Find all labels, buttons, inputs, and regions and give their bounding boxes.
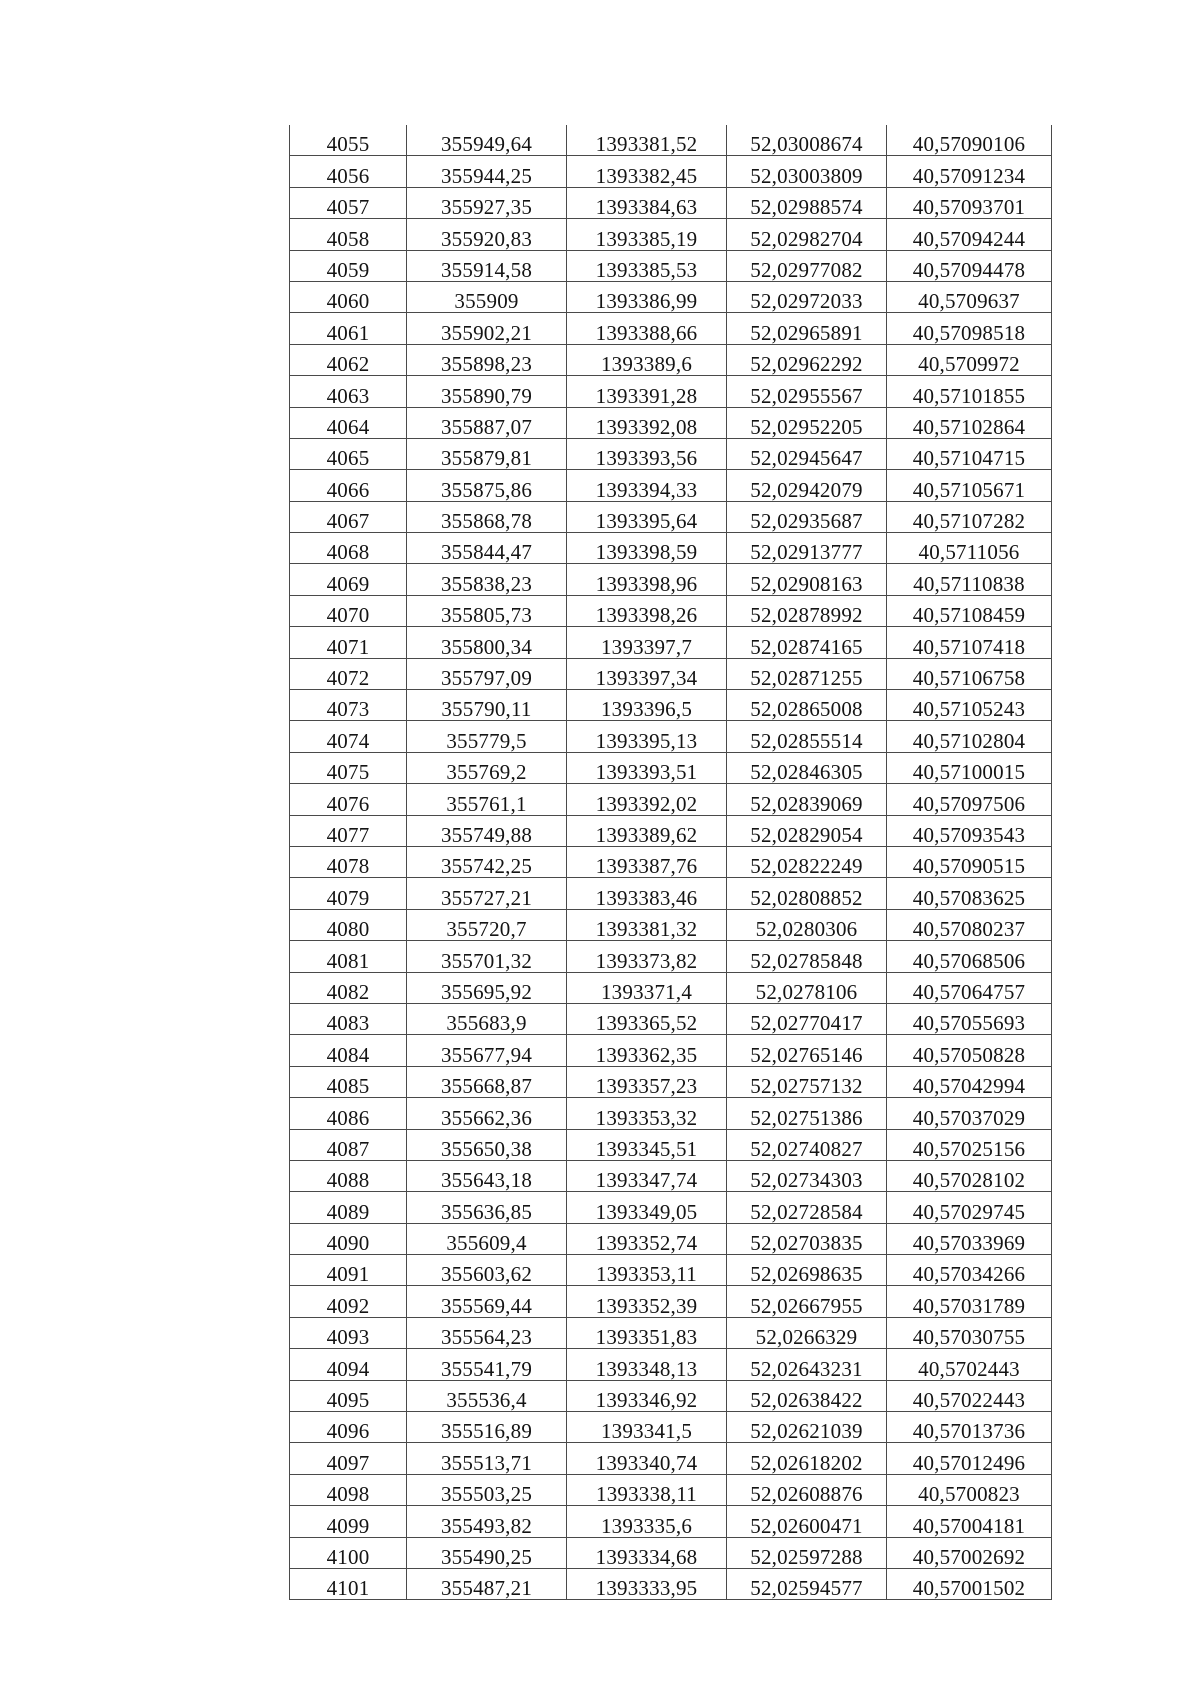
longitude-cell: 40,57108459 (887, 595, 1052, 626)
y-coordinate-cell: 1393384,63 (567, 187, 727, 218)
table-row (290, 815, 1052, 846)
latitude-cell: 52,02945647 (727, 438, 887, 469)
point-number-cell: 4080 (290, 909, 407, 940)
table-row (290, 501, 1052, 532)
point-number-cell: 4066 (290, 470, 407, 501)
table-row (290, 1035, 1052, 1066)
point-number-cell: 4088 (290, 1160, 407, 1191)
latitude-cell: 52,02770417 (727, 1003, 887, 1034)
point-number-cell: 4097 (290, 1443, 407, 1474)
y-coordinate-cell: 1393392,08 (567, 407, 727, 438)
y-coordinate-cell: 1393334,68 (567, 1537, 727, 1568)
longitude-cell: 40,5709972 (887, 344, 1052, 375)
latitude-cell: 52,02871255 (727, 658, 887, 689)
point-number-cell: 4092 (290, 1286, 407, 1317)
x-coordinate-cell: 355636,85 (407, 1192, 567, 1223)
latitude-cell: 52,02734303 (727, 1160, 887, 1191)
x-coordinate-cell: 355944,25 (407, 156, 567, 187)
longitude-cell: 40,57029745 (887, 1192, 1052, 1223)
table-row (290, 1412, 1052, 1443)
x-coordinate-cell: 355949,64 (407, 125, 567, 156)
x-coordinate-cell: 355879,81 (407, 438, 567, 469)
y-coordinate-cell: 1393353,32 (567, 1098, 727, 1129)
longitude-cell: 40,57097506 (887, 784, 1052, 815)
table-row (290, 1568, 1052, 1599)
longitude-cell: 40,57104715 (887, 438, 1052, 469)
longitude-cell: 40,57093701 (887, 187, 1052, 218)
longitude-cell: 40,5702443 (887, 1349, 1052, 1380)
longitude-cell: 40,57030755 (887, 1317, 1052, 1348)
latitude-cell: 52,02952205 (727, 407, 887, 438)
table-row (290, 658, 1052, 689)
point-number-cell: 4096 (290, 1412, 407, 1443)
table-row (290, 909, 1052, 940)
table-row (290, 1223, 1052, 1254)
latitude-cell: 52,02621039 (727, 1412, 887, 1443)
y-coordinate-cell: 1393347,74 (567, 1160, 727, 1191)
longitude-cell: 40,57012496 (887, 1443, 1052, 1474)
y-coordinate-cell: 1393398,96 (567, 564, 727, 595)
x-coordinate-cell: 355603,62 (407, 1255, 567, 1286)
longitude-cell: 40,57107282 (887, 501, 1052, 532)
longitude-cell: 40,57110838 (887, 564, 1052, 595)
x-coordinate-cell: 355779,5 (407, 721, 567, 752)
x-coordinate-cell: 355516,89 (407, 1412, 567, 1443)
latitude-cell: 52,02740827 (727, 1129, 887, 1160)
point-number-cell: 4060 (290, 281, 407, 312)
x-coordinate-cell: 355838,23 (407, 564, 567, 595)
longitude-cell: 40,57094244 (887, 219, 1052, 250)
x-coordinate-cell: 355909 (407, 281, 567, 312)
x-coordinate-cell: 355720,7 (407, 909, 567, 940)
y-coordinate-cell: 1393382,45 (567, 156, 727, 187)
y-coordinate-cell: 1393389,62 (567, 815, 727, 846)
longitude-cell: 40,57064757 (887, 972, 1052, 1003)
longitude-cell: 40,57068506 (887, 941, 1052, 972)
table-row (290, 846, 1052, 877)
latitude-cell: 52,02698635 (727, 1255, 887, 1286)
point-number-cell: 4069 (290, 564, 407, 595)
table-row (290, 627, 1052, 658)
point-number-cell: 4101 (290, 1568, 407, 1599)
x-coordinate-cell: 355490,25 (407, 1537, 567, 1568)
x-coordinate-cell: 355564,23 (407, 1317, 567, 1348)
latitude-cell: 52,02643231 (727, 1349, 887, 1380)
y-coordinate-cell: 1393397,34 (567, 658, 727, 689)
longitude-cell: 40,57013736 (887, 1412, 1052, 1443)
latitude-cell: 52,02908163 (727, 564, 887, 595)
table-row (290, 219, 1052, 250)
point-number-cell: 4062 (290, 344, 407, 375)
point-number-cell: 4087 (290, 1129, 407, 1160)
y-coordinate-cell: 1393346,92 (567, 1380, 727, 1411)
x-coordinate-cell: 355875,86 (407, 470, 567, 501)
table-row (290, 1129, 1052, 1160)
y-coordinate-cell: 1393352,39 (567, 1286, 727, 1317)
y-coordinate-cell: 1393333,95 (567, 1568, 727, 1599)
longitude-cell: 40,57002692 (887, 1537, 1052, 1568)
point-number-cell: 4072 (290, 658, 407, 689)
longitude-cell: 40,5709637 (887, 281, 1052, 312)
longitude-cell: 40,5711056 (887, 533, 1052, 564)
table-row (290, 1066, 1052, 1097)
x-coordinate-cell: 355742,25 (407, 846, 567, 877)
point-number-cell: 4090 (290, 1223, 407, 1254)
longitude-cell: 40,57102804 (887, 721, 1052, 752)
y-coordinate-cell: 1393351,83 (567, 1317, 727, 1348)
latitude-cell: 52,02972033 (727, 281, 887, 312)
point-number-cell: 4068 (290, 533, 407, 564)
point-number-cell: 4091 (290, 1255, 407, 1286)
table-row (290, 1317, 1052, 1348)
latitude-cell: 52,02988574 (727, 187, 887, 218)
point-number-cell: 4071 (290, 627, 407, 658)
point-number-cell: 4095 (290, 1380, 407, 1411)
y-coordinate-cell: 1393371,4 (567, 972, 727, 1003)
y-coordinate-cell: 1393381,52 (567, 125, 727, 156)
latitude-cell: 52,02874165 (727, 627, 887, 658)
longitude-cell: 40,57004181 (887, 1506, 1052, 1537)
table-row (290, 595, 1052, 626)
x-coordinate-cell: 355797,09 (407, 658, 567, 689)
x-coordinate-cell: 355650,38 (407, 1129, 567, 1160)
latitude-cell: 52,03003809 (727, 156, 887, 187)
point-number-cell: 4099 (290, 1506, 407, 1537)
x-coordinate-cell: 355668,87 (407, 1066, 567, 1097)
longitude-cell: 40,57090106 (887, 125, 1052, 156)
x-coordinate-cell: 355800,34 (407, 627, 567, 658)
longitude-cell: 40,57042994 (887, 1066, 1052, 1097)
longitude-cell: 40,57034266 (887, 1255, 1052, 1286)
x-coordinate-cell: 355844,47 (407, 533, 567, 564)
point-number-cell: 4093 (290, 1317, 407, 1348)
table-row (290, 1286, 1052, 1317)
latitude-cell: 52,02618202 (727, 1443, 887, 1474)
y-coordinate-cell: 1393348,13 (567, 1349, 727, 1380)
y-coordinate-cell: 1393383,46 (567, 878, 727, 909)
y-coordinate-cell: 1393381,32 (567, 909, 727, 940)
longitude-cell: 40,57107418 (887, 627, 1052, 658)
longitude-cell: 40,57050828 (887, 1035, 1052, 1066)
x-coordinate-cell: 355749,88 (407, 815, 567, 846)
x-coordinate-cell: 355914,58 (407, 250, 567, 281)
table-row (290, 533, 1052, 564)
longitude-cell: 40,57080237 (887, 909, 1052, 940)
table-row (290, 1160, 1052, 1191)
x-coordinate-cell: 355727,21 (407, 878, 567, 909)
x-coordinate-cell: 355487,21 (407, 1568, 567, 1599)
latitude-cell: 52,02751386 (727, 1098, 887, 1129)
point-number-cell: 4089 (290, 1192, 407, 1223)
point-number-cell: 4065 (290, 438, 407, 469)
latitude-cell: 52,02829054 (727, 815, 887, 846)
y-coordinate-cell: 1393338,11 (567, 1474, 727, 1505)
latitude-cell: 52,0280306 (727, 909, 887, 940)
y-coordinate-cell: 1393349,05 (567, 1192, 727, 1223)
latitude-cell: 52,0266329 (727, 1317, 887, 1348)
table-row (290, 1192, 1052, 1223)
x-coordinate-cell: 355927,35 (407, 187, 567, 218)
point-number-cell: 4078 (290, 846, 407, 877)
y-coordinate-cell: 1393393,51 (567, 752, 727, 783)
table-row (290, 721, 1052, 752)
point-number-cell: 4055 (290, 125, 407, 156)
coordinates-table (289, 125, 1052, 1600)
latitude-cell: 52,02977082 (727, 250, 887, 281)
table-row (290, 1003, 1052, 1034)
longitude-cell: 40,57022443 (887, 1380, 1052, 1411)
table-row (290, 187, 1052, 218)
longitude-cell: 40,57031789 (887, 1286, 1052, 1317)
point-number-cell: 4073 (290, 690, 407, 721)
latitude-cell: 52,02982704 (727, 219, 887, 250)
x-coordinate-cell: 355513,71 (407, 1443, 567, 1474)
y-coordinate-cell: 1393388,66 (567, 313, 727, 344)
x-coordinate-cell: 355701,32 (407, 941, 567, 972)
longitude-cell: 40,57105671 (887, 470, 1052, 501)
latitude-cell: 52,02839069 (727, 784, 887, 815)
table-row (290, 564, 1052, 595)
point-number-cell: 4079 (290, 878, 407, 909)
table-row (290, 784, 1052, 815)
y-coordinate-cell: 1393386,99 (567, 281, 727, 312)
table-row (290, 1098, 1052, 1129)
y-coordinate-cell: 1393391,28 (567, 376, 727, 407)
longitude-cell: 40,57093543 (887, 815, 1052, 846)
latitude-cell: 52,02757132 (727, 1066, 887, 1097)
table-row (290, 376, 1052, 407)
y-coordinate-cell: 1393393,56 (567, 438, 727, 469)
latitude-cell: 52,02935687 (727, 501, 887, 532)
point-number-cell: 4077 (290, 815, 407, 846)
table-row (290, 1506, 1052, 1537)
x-coordinate-cell: 355790,11 (407, 690, 567, 721)
y-coordinate-cell: 1393353,11 (567, 1255, 727, 1286)
longitude-cell: 40,57100015 (887, 752, 1052, 783)
y-coordinate-cell: 1393373,82 (567, 941, 727, 972)
y-coordinate-cell: 1393389,6 (567, 344, 727, 375)
x-coordinate-cell: 355503,25 (407, 1474, 567, 1505)
latitude-cell: 52,02667955 (727, 1286, 887, 1317)
table-row (290, 438, 1052, 469)
y-coordinate-cell: 1393398,26 (567, 595, 727, 626)
table-row (290, 281, 1052, 312)
latitude-cell: 52,02808852 (727, 878, 887, 909)
longitude-cell: 40,57001502 (887, 1568, 1052, 1599)
point-number-cell: 4085 (290, 1066, 407, 1097)
longitude-cell: 40,5700823 (887, 1474, 1052, 1505)
latitude-cell: 52,02965891 (727, 313, 887, 344)
y-coordinate-cell: 1393365,52 (567, 1003, 727, 1034)
y-coordinate-cell: 1393387,76 (567, 846, 727, 877)
table-row (290, 690, 1052, 721)
point-number-cell: 4094 (290, 1349, 407, 1380)
x-coordinate-cell: 355868,78 (407, 501, 567, 532)
x-coordinate-cell: 355677,94 (407, 1035, 567, 1066)
point-number-cell: 4083 (290, 1003, 407, 1034)
table-row (290, 1380, 1052, 1411)
latitude-cell: 52,02600471 (727, 1506, 887, 1537)
point-number-cell: 4056 (290, 156, 407, 187)
y-coordinate-cell: 1393395,13 (567, 721, 727, 752)
latitude-cell: 52,02765146 (727, 1035, 887, 1066)
longitude-cell: 40,57083625 (887, 878, 1052, 909)
latitude-cell: 52,02608876 (727, 1474, 887, 1505)
point-number-cell: 4059 (290, 250, 407, 281)
longitude-cell: 40,57105243 (887, 690, 1052, 721)
longitude-cell: 40,57101855 (887, 376, 1052, 407)
point-number-cell: 4100 (290, 1537, 407, 1568)
latitude-cell: 52,02865008 (727, 690, 887, 721)
table-row (290, 156, 1052, 187)
x-coordinate-cell: 355920,83 (407, 219, 567, 250)
latitude-cell: 52,02728584 (727, 1192, 887, 1223)
point-number-cell: 4098 (290, 1474, 407, 1505)
table-row (290, 344, 1052, 375)
x-coordinate-cell: 355769,2 (407, 752, 567, 783)
latitude-cell: 52,02855514 (727, 721, 887, 752)
y-coordinate-cell: 1393335,6 (567, 1506, 727, 1537)
table-row (290, 1537, 1052, 1568)
longitude-cell: 40,57102864 (887, 407, 1052, 438)
latitude-cell: 52,0278106 (727, 972, 887, 1003)
latitude-cell: 52,02597288 (727, 1537, 887, 1568)
point-number-cell: 4074 (290, 721, 407, 752)
x-coordinate-cell: 355643,18 (407, 1160, 567, 1191)
x-coordinate-cell: 355536,4 (407, 1380, 567, 1411)
latitude-cell: 52,02594577 (727, 1568, 887, 1599)
longitude-cell: 40,57090515 (887, 846, 1052, 877)
latitude-cell: 52,03008674 (727, 125, 887, 156)
longitude-cell: 40,57106758 (887, 658, 1052, 689)
point-number-cell: 4061 (290, 313, 407, 344)
latitude-cell: 52,02962292 (727, 344, 887, 375)
table-row (290, 470, 1052, 501)
point-number-cell: 4063 (290, 376, 407, 407)
y-coordinate-cell: 1393340,74 (567, 1443, 727, 1474)
y-coordinate-cell: 1393396,5 (567, 690, 727, 721)
x-coordinate-cell: 355761,1 (407, 784, 567, 815)
table-row (290, 407, 1052, 438)
point-number-cell: 4075 (290, 752, 407, 783)
y-coordinate-cell: 1393352,74 (567, 1223, 727, 1254)
longitude-cell: 40,57028102 (887, 1160, 1052, 1191)
point-number-cell: 4081 (290, 941, 407, 972)
latitude-cell: 52,02703835 (727, 1223, 887, 1254)
table-row (290, 941, 1052, 972)
y-coordinate-cell: 1393341,5 (567, 1412, 727, 1443)
table-row (290, 1349, 1052, 1380)
x-coordinate-cell: 355887,07 (407, 407, 567, 438)
longitude-cell: 40,57033969 (887, 1223, 1052, 1254)
table-row (290, 125, 1052, 156)
point-number-cell: 4057 (290, 187, 407, 218)
table-row (290, 1474, 1052, 1505)
table-row (290, 313, 1052, 344)
y-coordinate-cell: 1393357,23 (567, 1066, 727, 1097)
table-row (290, 1255, 1052, 1286)
table-row (290, 752, 1052, 783)
longitude-cell: 40,57091234 (887, 156, 1052, 187)
point-number-cell: 4082 (290, 972, 407, 1003)
x-coordinate-cell: 355890,79 (407, 376, 567, 407)
latitude-cell: 52,02878992 (727, 595, 887, 626)
y-coordinate-cell: 1393395,64 (567, 501, 727, 532)
longitude-cell: 40,57037029 (887, 1098, 1052, 1129)
x-coordinate-cell: 355569,44 (407, 1286, 567, 1317)
x-coordinate-cell: 355662,36 (407, 1098, 567, 1129)
latitude-cell: 52,02942079 (727, 470, 887, 501)
latitude-cell: 52,02822249 (727, 846, 887, 877)
point-number-cell: 4058 (290, 219, 407, 250)
longitude-cell: 40,57098518 (887, 313, 1052, 344)
x-coordinate-cell: 355683,9 (407, 1003, 567, 1034)
table-row (290, 878, 1052, 909)
y-coordinate-cell: 1393385,19 (567, 219, 727, 250)
latitude-cell: 52,02955567 (727, 376, 887, 407)
x-coordinate-cell: 355541,79 (407, 1349, 567, 1380)
y-coordinate-cell: 1393397,7 (567, 627, 727, 658)
latitude-cell: 52,02846305 (727, 752, 887, 783)
latitude-cell: 52,02638422 (727, 1380, 887, 1411)
y-coordinate-cell: 1393385,53 (567, 250, 727, 281)
x-coordinate-cell: 355609,4 (407, 1223, 567, 1254)
y-coordinate-cell: 1393398,59 (567, 533, 727, 564)
point-number-cell: 4084 (290, 1035, 407, 1066)
x-coordinate-cell: 355898,23 (407, 344, 567, 375)
y-coordinate-cell: 1393394,33 (567, 470, 727, 501)
x-coordinate-cell: 355902,21 (407, 313, 567, 344)
latitude-cell: 52,02913777 (727, 533, 887, 564)
latitude-cell: 52,02785848 (727, 941, 887, 972)
table-row (290, 250, 1052, 281)
point-number-cell: 4076 (290, 784, 407, 815)
coordinates-table-body (290, 125, 1052, 1600)
table-row (290, 1443, 1052, 1474)
longitude-cell: 40,57094478 (887, 250, 1052, 281)
x-coordinate-cell: 355805,73 (407, 595, 567, 626)
point-number-cell: 4086 (290, 1098, 407, 1129)
longitude-cell: 40,57055693 (887, 1003, 1052, 1034)
y-coordinate-cell: 1393362,35 (567, 1035, 727, 1066)
point-number-cell: 4070 (290, 595, 407, 626)
x-coordinate-cell: 355493,82 (407, 1506, 567, 1537)
point-number-cell: 4067 (290, 501, 407, 532)
y-coordinate-cell: 1393345,51 (567, 1129, 727, 1160)
point-number-cell: 4064 (290, 407, 407, 438)
longitude-cell: 40,57025156 (887, 1129, 1052, 1160)
x-coordinate-cell: 355695,92 (407, 972, 567, 1003)
y-coordinate-cell: 1393392,02 (567, 784, 727, 815)
table-row (290, 972, 1052, 1003)
